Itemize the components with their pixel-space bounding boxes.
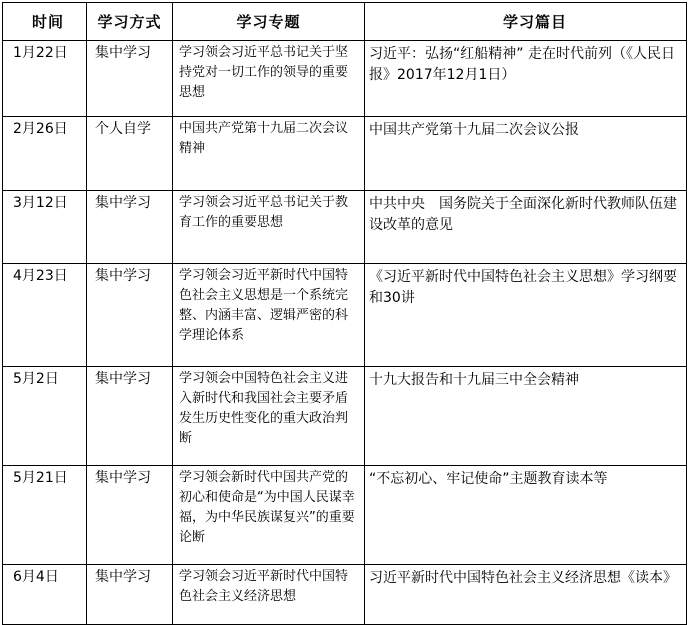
cell-article: 中国共产党第十九届二次会议公报 [365, 117, 687, 191]
cell-topic: 中国共产党第十九届二次会议精神 [173, 117, 365, 191]
header-study-article: 学习篇目 [365, 3, 687, 41]
cell-time: 5月21日 [3, 466, 87, 565]
cell-topic: 学习领会习近平总书记关于教育工作的重要思想 [173, 191, 365, 264]
table-row [3, 367, 687, 466]
cell-time: 1月22日 [3, 41, 87, 117]
cell-time: 6月4日 [3, 565, 87, 625]
table-row [3, 466, 687, 565]
cell-mode: 集中学习 [87, 367, 173, 466]
cell-mode: 个人自学 [87, 117, 173, 191]
cell-time: 4月23日 [3, 264, 87, 367]
cell-article: “不忘初心、牢记使命”主题教育读本等 [365, 466, 687, 565]
cell-topic: 学习领会中国特色社会主义进入新时代和我国社会主要矛盾发生历史性变化的重大政治判断 [173, 367, 365, 466]
header-study-topic: 学习专题 [173, 3, 365, 41]
table-row [3, 565, 687, 625]
cell-topic: 学习领会习近平总书记关于坚持党对一切工作的领导的重要思想 [173, 41, 365, 117]
cell-article: 习近平：弘扬“红船精神” 走在时代前列（《人民日报》2017年12月1日） [365, 41, 687, 117]
cell-time: 2月26日 [3, 117, 87, 191]
table-header-row [3, 3, 687, 41]
cell-topic: 学习领会新时代中国共产党的初心和使命是“为中国人民谋幸福，为中华民族谋复兴”的重要论断 [173, 466, 365, 565]
table-row [3, 191, 687, 264]
cell-mode: 集中学习 [87, 191, 173, 264]
header-time: 时间 [3, 3, 87, 41]
cell-time: 3月12日 [3, 191, 87, 264]
cell-time: 5月2日 [3, 367, 87, 466]
cell-mode: 集中学习 [87, 565, 173, 625]
cell-article: 十九大报告和十九届三中全会精神 [365, 367, 687, 466]
table-row [3, 264, 687, 367]
cell-mode: 集中学习 [87, 466, 173, 565]
cell-topic: 学习领会习近平新时代中国特色社会主义经济思想 [173, 565, 365, 625]
cell-mode: 集中学习 [87, 264, 173, 367]
header-study-mode: 学习方式 [87, 3, 173, 41]
cell-mode: 集中学习 [87, 41, 173, 117]
table-row [3, 41, 687, 117]
study-schedule-table [2, 2, 687, 625]
cell-article: 《习近平新时代中国特色社会主义思想》学习纲要和30讲 [365, 264, 687, 367]
cell-topic: 学习领会习近平新时代中国特色社会主义思想是一个系统完整、内涵丰富、逻辑严密的科学理论体系 [173, 264, 365, 367]
table-row [3, 117, 687, 191]
cell-article: 习近平新时代中国特色社会主义经济思想《读本》 [365, 565, 687, 625]
cell-article: 中共中央 国务院关于全面深化新时代教师队伍建设改革的意见 [365, 191, 687, 264]
